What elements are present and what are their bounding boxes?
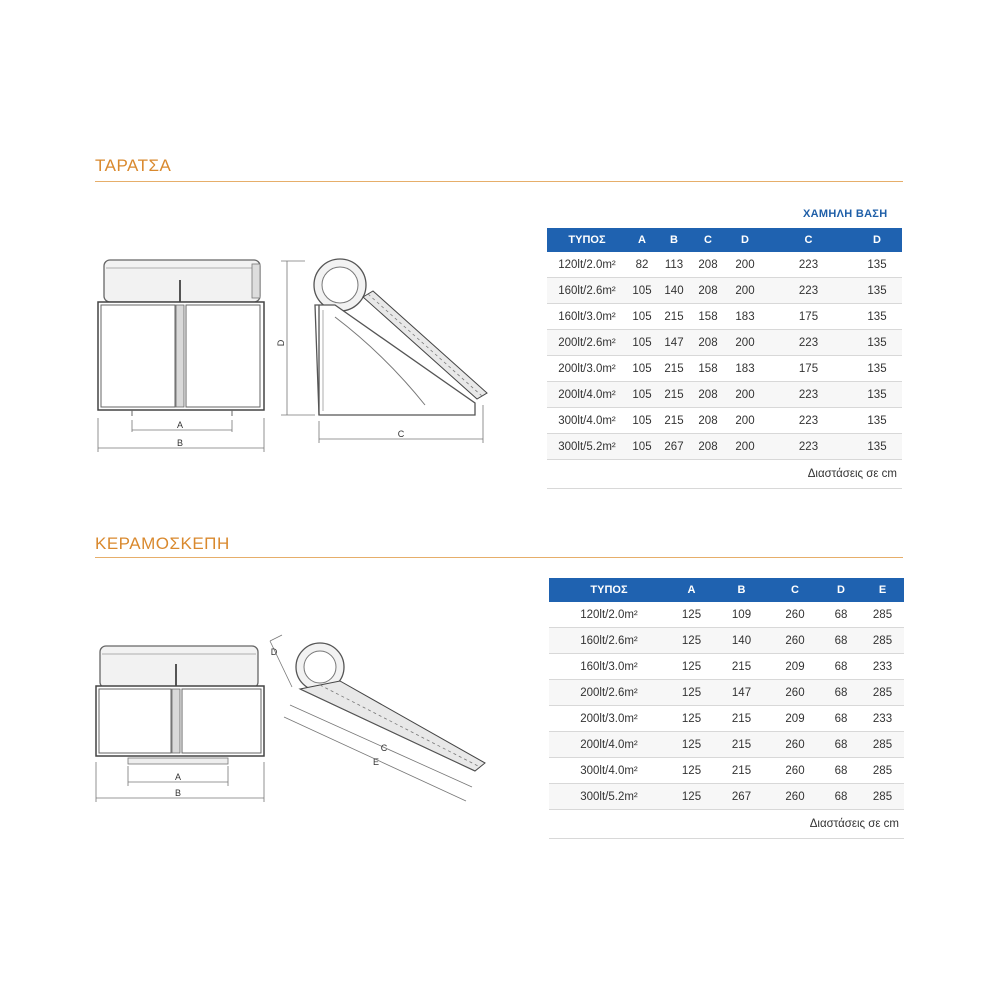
cell-type: 200lt/2.6m² [549,680,669,706]
cell-c: 260 [769,784,821,810]
cell-low-base-c: 175 [765,356,852,382]
cell-d: 68 [821,732,861,758]
tiled-roof-side-view-drawing [260,625,500,815]
cell-d: 200 [725,278,765,304]
cell-low-base-c: 223 [765,434,852,460]
cell-type: 300lt/4.0m² [549,758,669,784]
cell-type: 120lt/2.0m² [547,252,627,278]
cell-a: 125 [669,758,714,784]
dimension-label-d: D [276,339,286,347]
cell-c: 208 [691,408,725,434]
cell-e: 285 [861,732,904,758]
cell-b: 267 [714,784,769,810]
table-row [549,706,904,732]
cell-d: 200 [725,408,765,434]
table-header-row [549,578,904,602]
dimension-label-c: C [397,429,405,439]
tiled-roof-front-view-drawing [92,640,272,810]
table-row [547,356,902,382]
cell-e: 285 [861,680,904,706]
cell-b: 215 [714,758,769,784]
cell-b: 215 [714,654,769,680]
flat-roof-front-view-drawing [92,250,272,460]
cell-d: 68 [821,706,861,732]
cell-b: 140 [657,278,691,304]
cell-low-base-c: 223 [765,252,852,278]
cell-a: 125 [669,654,714,680]
cell-low-base-c: 175 [765,304,852,330]
column-header-a: A [669,578,714,602]
cell-e: 233 [861,706,904,732]
cell-d: 183 [725,356,765,382]
column-header-type: ΤΥΠΟΣ [549,578,669,602]
cell-c: 260 [769,758,821,784]
table-row [549,628,904,654]
cell-d: 183 [725,304,765,330]
cell-e: 285 [861,758,904,784]
cell-low-base-d: 135 [852,330,902,356]
table-row [549,654,904,680]
cell-d: 200 [725,330,765,356]
cell-a: 105 [627,330,657,356]
column-header-low-base-d: D [852,228,902,252]
units-note: Διαστάσεις σε cm [549,810,904,839]
table-header-row [547,228,902,252]
cell-c: 158 [691,356,725,382]
column-header-type: ΤΥΠΟΣ [547,228,627,252]
cell-low-base-c: 223 [765,382,852,408]
cell-a: 125 [669,680,714,706]
cell-type: 300lt/5.2m² [547,434,627,460]
cell-type: 160lt/3.0m² [547,304,627,330]
cell-a: 105 [627,382,657,408]
cell-low-base-d: 135 [852,434,902,460]
table-row [549,758,904,784]
cell-type: 300lt/4.0m² [547,408,627,434]
column-header-c: C [691,228,725,252]
cell-a: 125 [669,628,714,654]
section-title-tiled-roof: ΚΕΡΑΜΟΣΚΕΠΗ [95,534,230,553]
dimension-label-c: C [380,743,388,753]
cell-type: 160lt/2.6m² [547,278,627,304]
cell-low-base-d: 135 [852,382,902,408]
section-title-roof: ΤΑΡΑΤΣΑ [95,156,172,175]
cell-b: 215 [657,408,691,434]
cell-a: 105 [627,278,657,304]
table-row [547,382,902,408]
low-base-label: ΧΑΜΗΛΗ ΒΑΣΗ [803,208,888,220]
cell-b: 215 [714,732,769,758]
cell-c: 260 [769,602,821,628]
cell-d: 68 [821,654,861,680]
column-header-d: D [821,578,861,602]
cell-e: 285 [861,628,904,654]
cell-e: 285 [861,602,904,628]
cell-d: 68 [821,784,861,810]
cell-b: 215 [657,304,691,330]
column-header-a: A [627,228,657,252]
cell-d: 68 [821,758,861,784]
cell-e: 285 [861,784,904,810]
cell-a: 105 [627,408,657,434]
cell-b: 215 [714,706,769,732]
table-row [549,784,904,810]
cell-type: 120lt/2.0m² [549,602,669,628]
cell-c: 260 [769,628,821,654]
cell-type: 200lt/4.0m² [549,732,669,758]
table-row [549,732,904,758]
section-divider [95,557,903,558]
flat-roof-spec-table [547,228,902,489]
dimension-label-a: A [174,772,182,782]
column-header-b: B [657,228,691,252]
cell-d: 68 [821,680,861,706]
cell-low-base-c: 223 [765,330,852,356]
cell-low-base-d: 135 [852,304,902,330]
cell-a: 125 [669,602,714,628]
cell-low-base-d: 135 [852,278,902,304]
cell-type: 300lt/5.2m² [549,784,669,810]
cell-type: 200lt/2.6m² [547,330,627,356]
column-header-low-base-c: C [765,228,852,252]
cell-low-base-d: 135 [852,252,902,278]
cell-b: 215 [657,356,691,382]
cell-a: 125 [669,732,714,758]
cell-b: 267 [657,434,691,460]
table-row [549,680,904,706]
cell-low-base-c: 223 [765,408,852,434]
dimension-label-a: A [176,420,184,430]
cell-d: 200 [725,382,765,408]
cell-d: 68 [821,628,861,654]
table-row [547,330,902,356]
cell-type: 200lt/3.0m² [547,356,627,382]
table-row [547,408,902,434]
cell-b: 147 [714,680,769,706]
cell-type: 160lt/3.0m² [549,654,669,680]
cell-low-base-c: 223 [765,278,852,304]
cell-a: 125 [669,706,714,732]
cell-d: 200 [725,252,765,278]
cell-b: 109 [714,602,769,628]
units-note: Διαστάσεις σε cm [547,460,902,489]
cell-c: 260 [769,680,821,706]
cell-c: 260 [769,732,821,758]
table-row [547,252,902,278]
cell-low-base-d: 135 [852,356,902,382]
cell-b: 113 [657,252,691,278]
tiled-roof-spec-table [549,578,904,839]
column-header-c: C [769,578,821,602]
cell-a: 105 [627,304,657,330]
section-divider [95,181,903,182]
cell-b: 147 [657,330,691,356]
cell-c: 208 [691,252,725,278]
cell-c: 208 [691,382,725,408]
cell-c: 208 [691,278,725,304]
cell-c: 209 [769,654,821,680]
cell-b: 215 [657,382,691,408]
dimension-label-d: D [270,647,278,657]
cell-type: 200lt/3.0m² [549,706,669,732]
cell-d: 200 [725,434,765,460]
cell-a: 125 [669,784,714,810]
dimension-label-b: B [174,788,182,798]
cell-e: 233 [861,654,904,680]
cell-a: 105 [627,356,657,382]
cell-d: 68 [821,602,861,628]
cell-c: 208 [691,434,725,460]
cell-b: 140 [714,628,769,654]
cell-c: 208 [691,330,725,356]
column-header-e: E [861,578,904,602]
cell-c: 209 [769,706,821,732]
cell-type: 200lt/4.0m² [547,382,627,408]
flat-roof-side-view-drawing [275,255,495,455]
cell-a: 82 [627,252,657,278]
column-header-d: D [725,228,765,252]
table-row [547,304,902,330]
dimension-label-b: B [176,438,184,448]
table-row [549,602,904,628]
cell-c: 158 [691,304,725,330]
table-row [547,278,902,304]
table-row [547,434,902,460]
dimension-label-e: E [372,757,380,767]
cell-low-base-d: 135 [852,408,902,434]
cell-a: 105 [627,434,657,460]
column-header-b: B [714,578,769,602]
cell-type: 160lt/2.6m² [549,628,669,654]
